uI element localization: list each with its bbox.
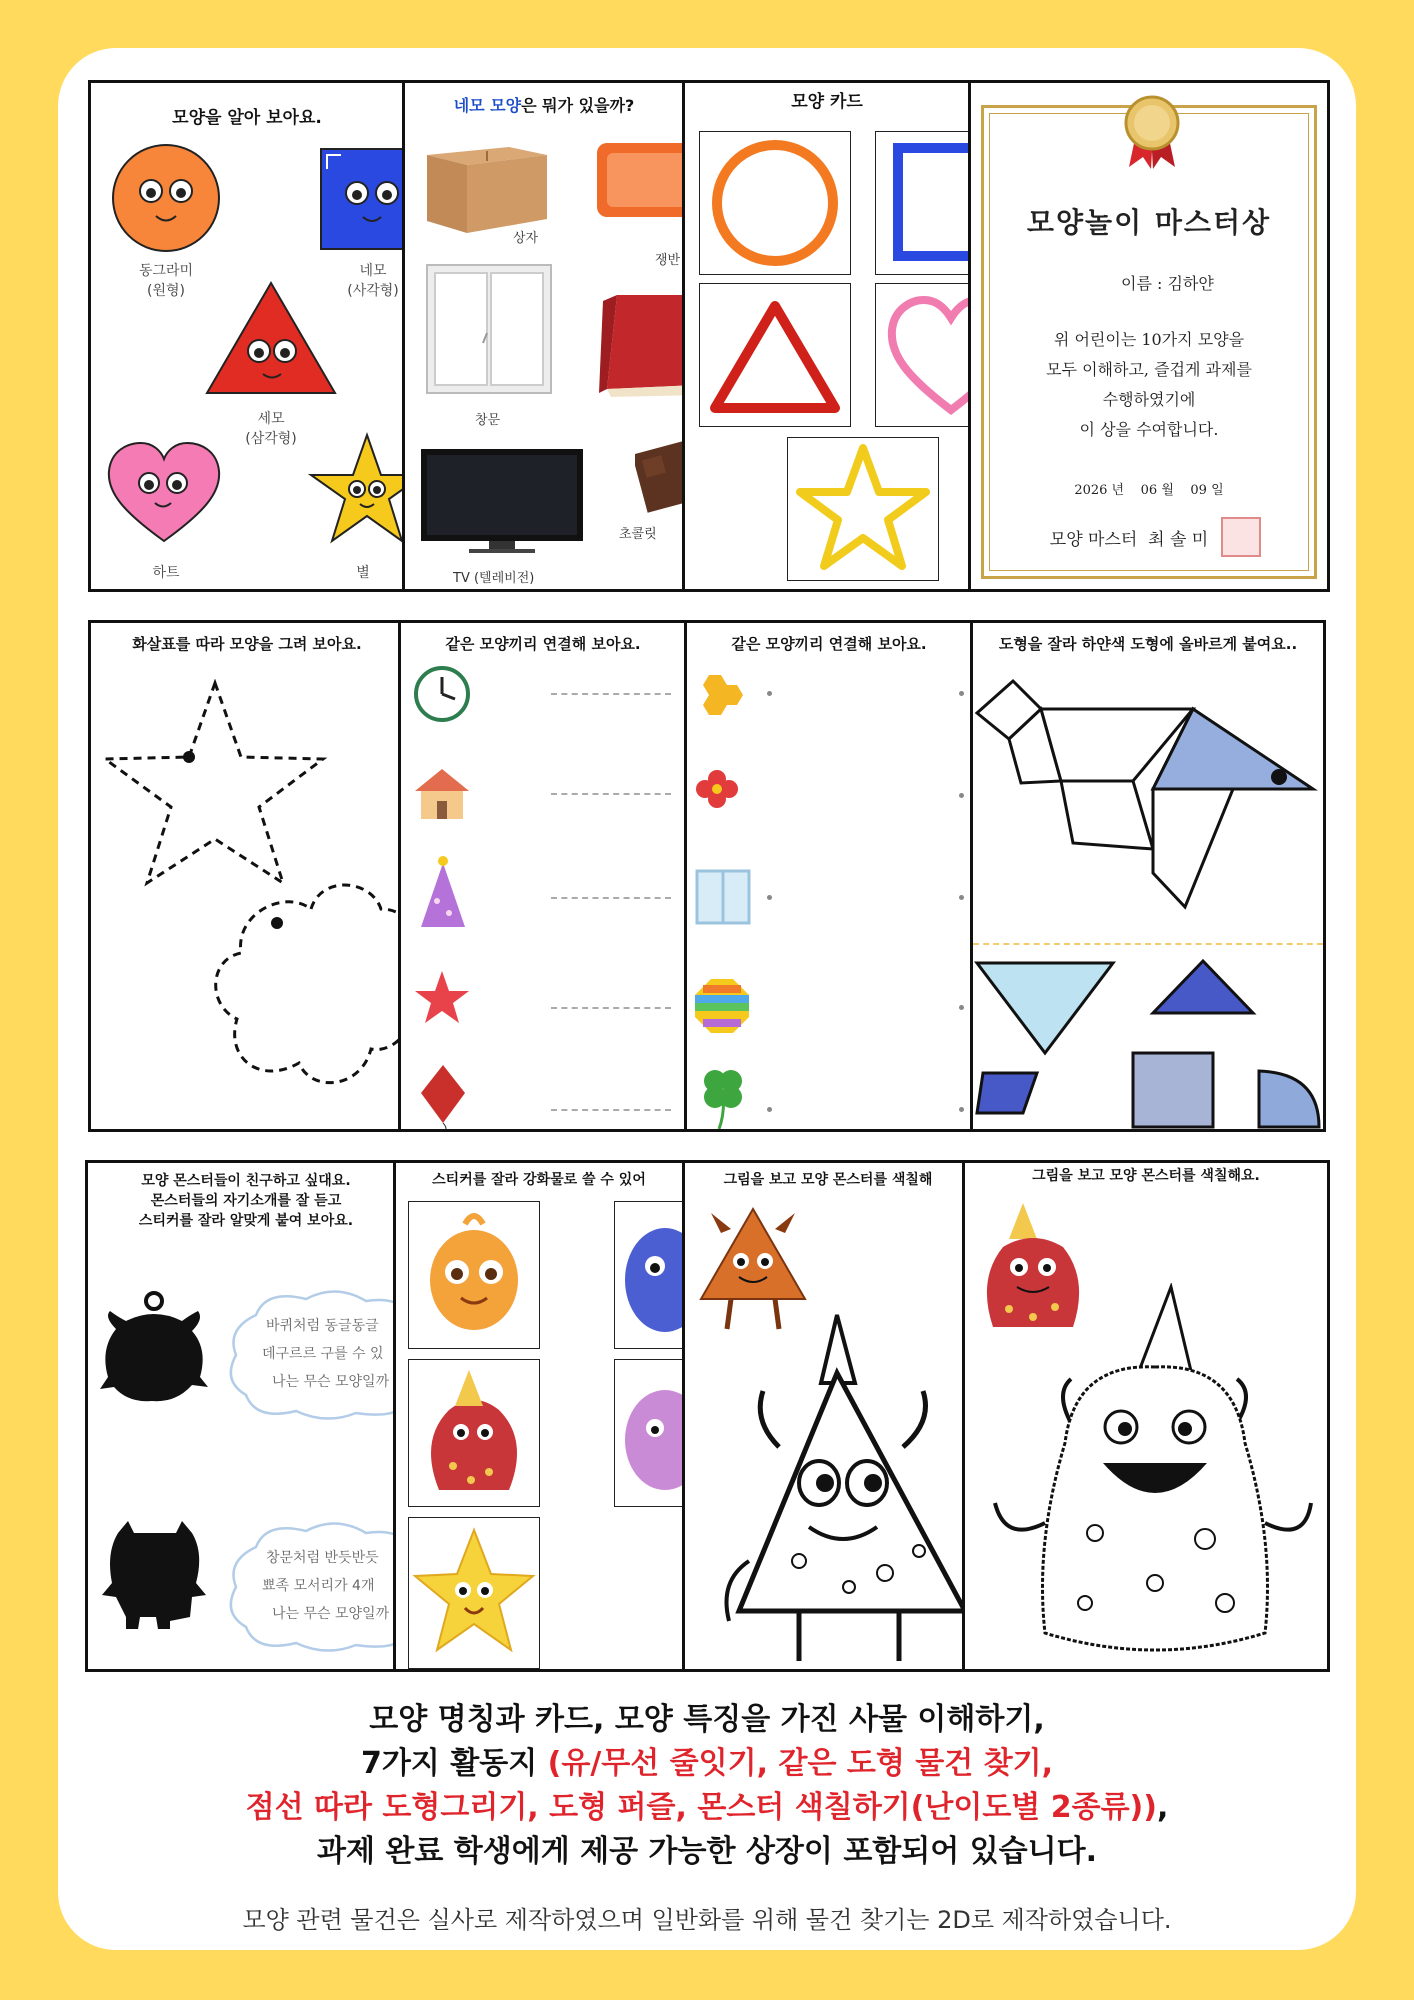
- shape-label-heart: 하트: [152, 565, 180, 581]
- certificate-date: 2026 년 06 월 09 일: [1074, 483, 1224, 498]
- certificate-body-1: 위 어린이는 10가지 모양을: [1053, 330, 1245, 349]
- sheet-title: 같은 모양끼리 연결해 보아요.: [445, 635, 641, 653]
- tv-icon: [419, 447, 585, 557]
- shape-label-square: 네모 (사각형): [347, 263, 399, 299]
- sheet-title: 화살표를 따라 모양을 그려 보아요.: [132, 635, 362, 653]
- worksheet-coloring-1[interactable]: [682, 1160, 974, 1672]
- silhouette-square-monster-icon: [100, 1513, 210, 1633]
- dashed-flower-icon: [211, 879, 406, 1119]
- honeycomb-icon: [695, 669, 747, 719]
- item-label-box: 상자: [513, 231, 539, 246]
- certificate-body-3: 수행하였기에: [1102, 390, 1196, 409]
- sticker-yellow-star-monster: [408, 1517, 540, 1669]
- card-triangle: [699, 283, 851, 427]
- medal-icon: [1119, 93, 1185, 171]
- shape-label-star: 별: [356, 565, 370, 581]
- card-square: [875, 131, 972, 275]
- footnote: 모양 관련 물건은 실사로 제작하였으며 일반화를 위해 물건 찾기는 2D로 제작하였습니다.: [242, 1906, 1172, 1934]
- party-hat-icon: [417, 855, 469, 931]
- worksheet-shape-names[interactable]: [88, 80, 406, 592]
- box-icon: [423, 133, 551, 237]
- sticker-red-monster: [408, 1359, 540, 1507]
- sheet-title: 모양 카드: [791, 92, 863, 112]
- item-label-tv: TV (텔레비전): [453, 571, 535, 586]
- item-label-window: 창문: [475, 413, 501, 428]
- bubble-1-line-2: 데구르르 구를 수 있: [262, 1346, 384, 1362]
- worksheet-shape-cards[interactable]: [682, 80, 972, 592]
- card-heart: [875, 283, 972, 427]
- worksheet-stickers[interactable]: [393, 1160, 685, 1672]
- silhouette-round-monster-icon: [96, 1289, 216, 1409]
- flower-clip-icon: [695, 763, 755, 813]
- certificate-name: 이름 : 김하얀: [1121, 274, 1214, 293]
- certificate-title: 모양놀이 마스터상: [1026, 206, 1272, 239]
- worksheet-square-objects[interactable]: [402, 80, 686, 592]
- worksheet-matching-1[interactable]: [398, 620, 688, 1132]
- summary-line-4: 과제 완료 학생에게 제공 가능한 상장이 포함되어 있습니다.: [316, 1834, 1098, 1869]
- shape-label-triangle: 세모 (삼각형): [245, 411, 297, 447]
- triangle-monster-outline: [709, 1311, 974, 1672]
- sheet-title: 그림을 보고 모양 몬스터를 색칠해요.: [1032, 1168, 1260, 1184]
- cut-line: [973, 943, 1323, 945]
- kite-icon: [417, 1063, 469, 1132]
- house-icon: [411, 765, 473, 821]
- seal-stamp-icon: [1221, 517, 1261, 557]
- sheet-title: 네모 모양은 뭐가 있을까?: [453, 96, 635, 115]
- starfish-icon: [413, 969, 471, 1027]
- sticker-orange-monster: [408, 1201, 540, 1349]
- sheet-title: 도형을 잘라 하얀색 도형에 올바르게 붙여요..: [998, 635, 1298, 653]
- puzzle-pieces: [973, 953, 1326, 1132]
- sheet-title: 그림을 보고 모양 몬스터를 색칠해: [723, 1172, 933, 1188]
- sheet-title: 모양 몬스터들이 친구하고 싶대요. 몬스터들의 자기소개를 잘 듣고 스티커를 잘라 알맞게 붙여 보아요.: [138, 1173, 354, 1229]
- sticker-blue-monster: [614, 1201, 685, 1349]
- sticker-pink-monster: [614, 1359, 685, 1507]
- card-star: [787, 437, 939, 581]
- square-monster-icon: [319, 147, 406, 252]
- dashed-star-icon: [101, 679, 331, 889]
- worksheet-shape-puzzle[interactable]: [970, 620, 1326, 1132]
- summary-line-1: 모양 명칭과 카드, 모양 특징을 가진 사물 이해하기,: [369, 1702, 1045, 1737]
- book-icon: [597, 289, 686, 399]
- certificate-body-4: 이 상을 수여합니다.: [1079, 420, 1219, 439]
- tray-icon: [595, 139, 686, 223]
- bubble-2-line-1: 창문처럼 반듯반듯: [266, 1550, 379, 1566]
- worksheet-coloring-2[interactable]: [962, 1160, 1330, 1672]
- sheet-title: 같은 모양끼리 연결해 보아요.: [731, 635, 927, 653]
- bird-puzzle-outline: [973, 673, 1326, 913]
- bubble-1-line-1: 바퀴처럼 동글동글: [266, 1318, 379, 1334]
- sheet-title: 모양을 알아 보아요.: [172, 108, 322, 128]
- clock-icon: [413, 665, 471, 723]
- fluffy-monster-outline: [975, 1283, 1323, 1672]
- chocolate-icon: [635, 437, 686, 517]
- worksheet-tracing[interactable]: [88, 620, 406, 1132]
- summary-line-2: 7가지 활동지 (유/무선 줄잇기, 같은 도형 물건 찾기,: [360, 1746, 1054, 1781]
- worksheet-matching-2[interactable]: [684, 620, 974, 1132]
- window-icon: [425, 263, 553, 395]
- circle-monster-icon: [109, 141, 224, 256]
- bubble-2-line-2: 뾰족 모서리가 4개: [262, 1578, 375, 1594]
- heart-monster-icon: [105, 441, 223, 545]
- summary-line-3: 점선 따라 도형그리기, 도형 퍼즐, 몬스터 색칠하기(난이도별 2종류)),: [245, 1790, 1169, 1825]
- shape-label-circle: 동그라미 (원형): [138, 263, 194, 299]
- worksheet-certificate[interactable]: [968, 80, 1330, 592]
- certificate-body-2: 모두 이해하고, 즐겁게 과제를: [1046, 360, 1252, 379]
- pop-it-icon: [693, 977, 751, 1035]
- window-icon: [695, 869, 751, 925]
- certificate-signer: 모양 마스터 최 솔 미: [1049, 530, 1209, 550]
- item-label-chocolate: 초콜릿: [619, 527, 657, 542]
- bubble-1-line-3: 나는 무슨 모양일까: [272, 1374, 390, 1390]
- triangle-monster-icon: [203, 279, 339, 397]
- sheet-title: 스티커를 잘라 강화물로 쓸 수 있어: [432, 1172, 646, 1188]
- star-monster-icon: [307, 431, 406, 549]
- worksheet-monster-intro[interactable]: [85, 1160, 407, 1672]
- item-label-tray: 쟁반: [655, 253, 681, 268]
- clover-icon: [695, 1063, 751, 1131]
- card-circle: [699, 131, 851, 275]
- bubble-2-line-3: 나는 무슨 모양일까: [272, 1606, 390, 1622]
